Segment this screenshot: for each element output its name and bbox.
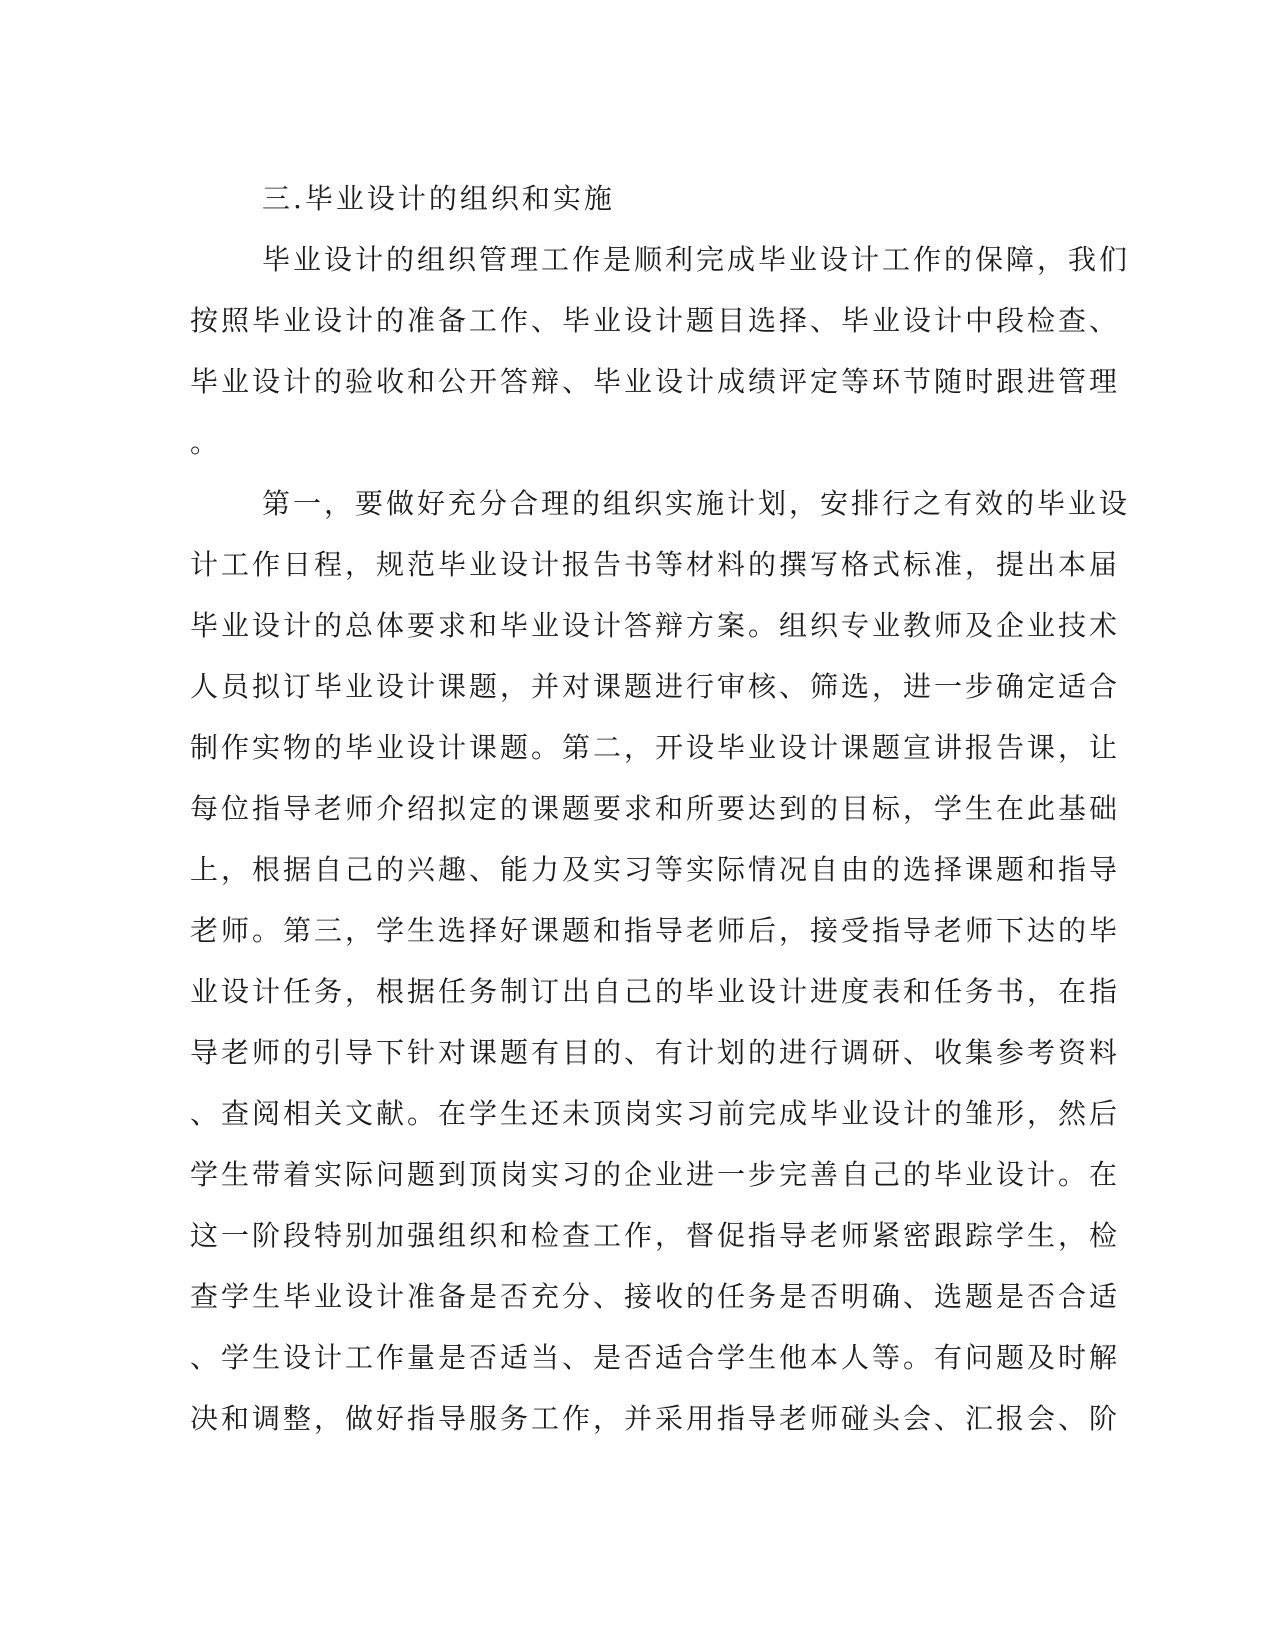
paragraph-line: 计工作日程，规范毕业设计报告书等材料的撰写格式标准，提出本届 bbox=[190, 548, 1121, 581]
paragraph-line: 人员拟订毕业设计课题，并对课题进行审核、筛选，进一步确定适合 bbox=[190, 670, 1121, 703]
paragraph-line: 制作实物的毕业设计课题。第二，开设毕业设计课题宣讲报告课，让 bbox=[190, 731, 1121, 764]
paragraph-line: 上，根据自己的兴趣、能力及实习等实际情况自由的选择课题和指导 bbox=[190, 853, 1121, 886]
paragraph-line: 第一，要做好充分合理的组织实施计划，安排行之有效的毕业设 bbox=[262, 487, 1131, 520]
paragraph-line: 每位指导老师介绍拟定的课题要求和所要达到的目标，学生在此基础 bbox=[190, 792, 1121, 825]
section-heading: 三.毕业设计的组织和实施 bbox=[262, 182, 615, 215]
paragraph-line: 、查阅相关文献。在学生还未顶岗实习前完成毕业设计的雏形，然后 bbox=[190, 1097, 1121, 1130]
paragraph-line: 毕业设计的验收和公开答辩、毕业设计成绩评定等环节随时跟进管理 bbox=[190, 365, 1121, 398]
paragraph-line: 。 bbox=[190, 426, 222, 459]
paragraph-line: 毕业设计的总体要求和毕业设计答辩方案。组织专业教师及企业技术 bbox=[190, 609, 1121, 642]
paragraph-line: 老师。第三，学生选择好课题和指导老师后，接受指导老师下达的毕 bbox=[190, 914, 1121, 947]
body-text bbox=[190, 168, 1131, 1449]
paragraph-line: 这一阶段特别加强组织和检查工作，督促指导老师紧密跟踪学生，检 bbox=[190, 1219, 1121, 1252]
paragraph-line: 查学生毕业设计准备是否充分、接收的任务是否明确、选题是否合适 bbox=[190, 1280, 1121, 1313]
paragraph-line: 决和调整，做好指导服务工作，并采用指导老师碰头会、汇报会、阶 bbox=[190, 1402, 1121, 1435]
paragraph-line: 业设计任务，根据任务制订出自己的毕业设计进度表和任务书，在指 bbox=[190, 975, 1121, 1008]
paragraph-line: 按照毕业设计的准备工作、毕业设计题目选择、毕业设计中段检查、 bbox=[190, 304, 1121, 337]
paragraph-line: 学生带着实际问题到顶岗实习的企业进一步完善自己的毕业设计。在 bbox=[190, 1158, 1121, 1191]
paragraph-line: 导老师的引导下针对课题有目的、有计划的进行调研、收集参考资料 bbox=[190, 1036, 1121, 1069]
paragraph-line: 毕业设计的组织管理工作是顺利完成毕业设计工作的保障，我们 bbox=[262, 243, 1131, 276]
paragraph-line: 、学生设计工作量是否适当、是否适合学生他本人等。有问题及时解 bbox=[190, 1341, 1121, 1374]
